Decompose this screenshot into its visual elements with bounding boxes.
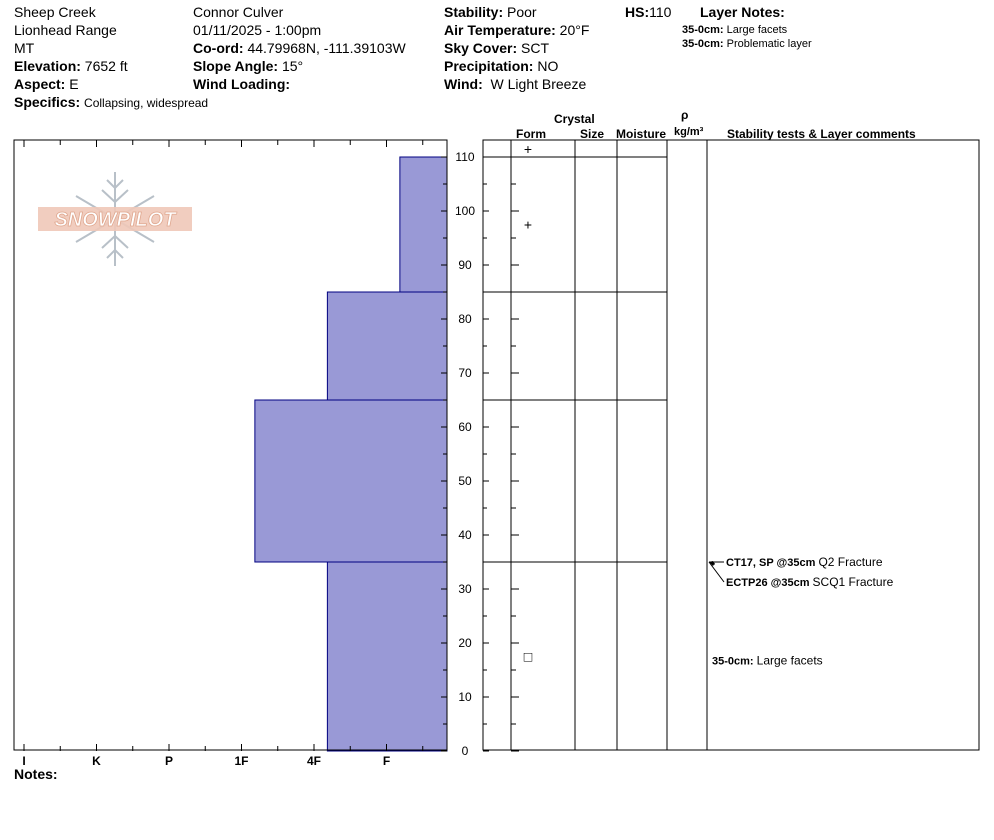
stability-test-name: ECTP26 @35cm: [726, 577, 813, 589]
rho-header: ρ: [681, 108, 689, 122]
height-tick-label: 40: [458, 528, 472, 542]
slope-label: Slope Angle:: [193, 58, 279, 74]
wind-value: W Light Breeze: [490, 76, 587, 92]
stability-test: [726, 555, 883, 569]
hs-label: HS:: [625, 4, 650, 20]
crystal-forms: [524, 141, 533, 665]
aspect-label: Aspect:: [14, 76, 66, 92]
height-tick-label: 70: [458, 366, 472, 380]
hardness-tick-label: I: [22, 754, 26, 768]
mountain-range: Lionhead Range: [14, 22, 117, 38]
specifics-value: Collapsing, widespread: [84, 96, 209, 110]
hardness-tick-label: F: [382, 754, 391, 768]
height-tick-label: 50: [458, 474, 472, 488]
stability-test-name: CT17, SP @35cm: [726, 557, 819, 569]
hardness-tick-label: 4F: [306, 754, 322, 768]
hs-value: 110: [649, 4, 672, 20]
specifics-label: Specifics:: [14, 94, 81, 110]
wind-label: Wind:: [444, 76, 483, 92]
size-header: Size: [580, 127, 605, 141]
height-tick-label: 90: [458, 258, 472, 272]
state: MT: [14, 40, 35, 56]
stability-test-result: Q2 Fracture: [818, 555, 883, 569]
logo-text: SNOWPILOT: [54, 209, 176, 231]
air-temp-value: 20°F: [559, 22, 590, 38]
slope-value: 15°: [281, 58, 304, 74]
crystal-form-symbol: +: [523, 140, 533, 157]
layer-note-range: 35-0cm:: [682, 24, 724, 36]
stability-test-result: SCQ1 Fracture: [812, 575, 894, 589]
stability-comments: [709, 555, 894, 668]
crystal-form-symbol: □: [523, 648, 533, 665]
layer-note-range: 35-0cm:: [682, 38, 724, 50]
hardness-layers: [255, 157, 447, 751]
precip-label: Precipitation:: [444, 58, 534, 74]
height-tick-label: 60: [458, 420, 472, 434]
layer-comment-range: 35-0cm:: [712, 655, 757, 668]
precip-value: NO: [537, 58, 559, 74]
form-header: Form: [516, 127, 546, 141]
hardness-layer-bar: [400, 157, 447, 292]
wind-loading-label: Wind Loading:: [193, 76, 291, 92]
stability-value: Poor: [507, 4, 537, 20]
air-temp-label: Air Temperature:: [444, 22, 556, 38]
moisture-header: Moisture: [616, 127, 667, 141]
hardness-layer-bar: [327, 562, 447, 751]
elevation-value: 7652 ft: [84, 58, 128, 74]
datetime: 01/11/2025 - 1:00pm: [193, 22, 322, 38]
crystal-header: Crystal: [554, 112, 595, 126]
layer-note-text: Large facets: [726, 24, 788, 36]
stability-comments-header: Stability tests & Layer comments: [727, 127, 916, 141]
aspect-value: E: [69, 76, 79, 92]
crystal-table: [483, 140, 707, 750]
height-tick-label: 80: [458, 312, 472, 326]
layer-comment-text: Large facets: [756, 653, 823, 668]
crystal-form-symbol: +: [523, 216, 533, 233]
hardness-tick-label: 1F: [234, 754, 249, 768]
hardness-tick-label: K: [92, 754, 101, 768]
layer-notes-label: Layer Notes:: [700, 4, 785, 20]
location: Sheep Creek: [14, 4, 96, 20]
height-tick-label: 100: [454, 204, 476, 218]
layer-comment: [712, 654, 823, 668]
height-tick-label: 20: [458, 636, 472, 650]
layer-note-text: Problematic layer: [726, 38, 812, 50]
coord-label: Co-ord:: [193, 40, 244, 56]
hardness-layer-bar: [327, 292, 447, 400]
stability-pointer-line: [709, 562, 724, 582]
hardness-layer-bar: [255, 400, 447, 562]
density-unit-header: kg/m³: [674, 126, 704, 138]
snowpilot-logo: [38, 172, 192, 266]
sky-value: SCT: [521, 40, 550, 56]
height-tick-label: 10: [458, 690, 472, 704]
observer: Connor Culver: [193, 4, 284, 20]
coord-value: 44.79968N, -111.39103W: [247, 40, 406, 56]
height-tick-label: 0: [461, 744, 469, 758]
hardness-tick-label: P: [164, 754, 174, 768]
height-axis: [441, 150, 519, 758]
height-tick-label: 30: [458, 582, 472, 596]
stability-test: [726, 575, 894, 589]
height-tick-label: 110: [455, 150, 475, 164]
elevation-label: Elevation:: [14, 58, 81, 74]
sky-label: Sky Cover:: [444, 40, 518, 56]
stability-label: Stability:: [444, 4, 504, 20]
notes-label: Notes:: [14, 766, 58, 782]
